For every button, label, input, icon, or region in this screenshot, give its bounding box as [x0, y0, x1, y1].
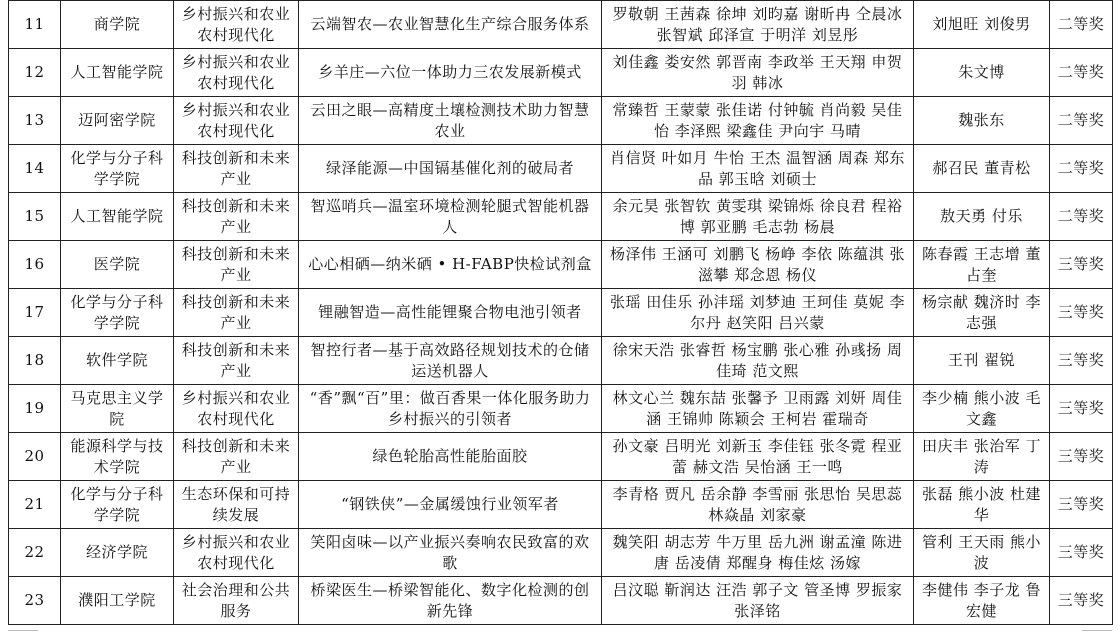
table-row — [9, 241, 1113, 289]
college-cell: 商学院 — [61, 1, 174, 49]
project-name-cell: 智控行者—基于高效路径规划技术的仓储运送机器人 — [299, 337, 602, 385]
row-number: 15 — [9, 193, 61, 241]
project-name-cell: 智巡哨兵—温室环境检测轮腿式智能机器人 — [299, 193, 602, 241]
category-cell: 乡村振兴和农业农村现代化 — [174, 97, 299, 145]
award-level-cell: 三等奖 — [1050, 433, 1113, 481]
award-level-cell: 三等奖 — [1050, 577, 1113, 625]
page-edge-mark — [1082, 630, 1112, 631]
advisors-cell: 田庆丰 张治军 丁涛 — [914, 433, 1050, 481]
team-members-cell: 魏笑阳 胡志芳 牛万里 岳九洲 谢孟潼 陈进唐 岳凌倩 郑醒身 梅佳炫 汤嫁 — [602, 529, 914, 577]
college-cell: 马克思主义学院 — [61, 385, 174, 433]
row-number: 23 — [9, 577, 61, 625]
awards-table — [8, 0, 1113, 625]
award-level-cell: 二等奖 — [1050, 1, 1113, 49]
table-row — [9, 481, 1113, 529]
college-cell: 人工智能学院 — [61, 49, 174, 97]
project-name-cell: 心心相硒—纳米硒 • H-FABP快检试剂盒 — [299, 241, 602, 289]
advisors-cell: 朱文博 — [914, 49, 1050, 97]
award-level-cell: 二等奖 — [1050, 49, 1113, 97]
project-name-cell: 桥梁医生—桥梁智能化、数字化检测的创新先锋 — [299, 577, 602, 625]
row-number: 13 — [9, 97, 61, 145]
row-number: 17 — [9, 289, 61, 337]
college-cell: 化学与分子科学学院 — [61, 289, 174, 337]
table-row — [9, 49, 1113, 97]
team-members-cell: 肖信贤 叶如月 牛怡 王杰 温智涵 周森 郑东品 郭玉晗 刘硕士 — [602, 145, 914, 193]
team-members-cell: 吕汶聪 靳润达 汪浩 郭子文 管圣博 罗振家 张泽铭 — [602, 577, 914, 625]
advisors-cell: 杨宗献 魏济时 李志强 — [914, 289, 1050, 337]
row-number: 21 — [9, 481, 61, 529]
table-row — [9, 433, 1113, 481]
project-name-cell: 笑阳卤味—以产业振兴奏响农民致富的欢歌 — [299, 529, 602, 577]
project-name-cell: 云田之眼—高精度土壤检测技术助力智慧农业 — [299, 97, 602, 145]
advisors-cell: 陈春霞 王志增 董占奎 — [914, 241, 1050, 289]
team-members-cell: 林文心兰 魏东喆 张馨予 卫雨露 刘妍 周佳涵 王锦帅 陈颖会 王柯岩 霍瑞奇 — [602, 385, 914, 433]
category-cell: 科技创新和未来产业 — [174, 241, 299, 289]
page-edge-mark — [8, 630, 38, 631]
advisors-cell: 张磊 熊小波 杜建华 — [914, 481, 1050, 529]
team-members-cell: 杨泽伟 王涵可 刘鹏飞 杨峥 李依 陈蕴淇 张滋攀 郑念恩 杨仪 — [602, 241, 914, 289]
category-cell: 科技创新和未来产业 — [174, 193, 299, 241]
team-members-cell: 李青格 贾凡 岳余静 李雪丽 张思怡 吴思蕊 林焱晶 刘家豪 — [602, 481, 914, 529]
award-level-cell: 三等奖 — [1050, 241, 1113, 289]
team-members-cell: 罗敬朝 王茜森 徐坤 刘昀嘉 谢昕冉 仝晨冰 张智斌 邱泽宣 于明洋 刘昱彤 — [602, 1, 914, 49]
project-name-cell: “钢铁侠”—金属缓蚀行业领军者 — [299, 481, 602, 529]
project-name-cell: 绿泽能源—中国镉基催化剂的破局者 — [299, 145, 602, 193]
team-members-cell: 常臻哲 王蒙蒙 张佳诺 付钟毓 肖尚毅 吴佳怡 李泽熙 梁鑫佳 尹向宇 马晴 — [602, 97, 914, 145]
row-number: 11 — [9, 1, 61, 49]
award-level-cell: 三等奖 — [1050, 385, 1113, 433]
award-level-cell: 三等奖 — [1050, 529, 1113, 577]
category-cell: 乡村振兴和农业农村现代化 — [174, 385, 299, 433]
row-number: 22 — [9, 529, 61, 577]
award-level-cell: 二等奖 — [1050, 97, 1113, 145]
team-members-cell: 余元昊 张智钦 黄雯琪 梁锦烁 徐良君 程裕博 郭亚鹏 毛志勃 杨晨 — [602, 193, 914, 241]
row-number: 19 — [9, 385, 61, 433]
table-row — [9, 1, 1113, 49]
category-cell: 科技创新和未来产业 — [174, 145, 299, 193]
award-level-cell: 三等奖 — [1050, 289, 1113, 337]
table-row — [9, 577, 1113, 625]
row-number: 20 — [9, 433, 61, 481]
advisors-cell: 管利 王天雨 熊小波 — [914, 529, 1050, 577]
advisors-cell: 王刊 翟锐 — [914, 337, 1050, 385]
team-members-cell: 刘佳鑫 娄安然 郭晋南 李政举 王天翔 申贺羽 韩冰 — [602, 49, 914, 97]
category-cell: 生态环保和可持续发展 — [174, 481, 299, 529]
college-cell: 化学与分子科学学院 — [61, 481, 174, 529]
advisors-cell: 刘旭旺 刘俊男 — [914, 1, 1050, 49]
category-cell: 科技创新和未来产业 — [174, 337, 299, 385]
college-cell: 医学院 — [61, 241, 174, 289]
team-members-cell: 徐宋天浩 张睿哲 杨宝鹏 张心雅 孙彧扬 周佳琦 范文熙 — [602, 337, 914, 385]
project-name-cell: 乡羊庄—六位一体助力三农发展新模式 — [299, 49, 602, 97]
advisors-cell: 郝召民 董青松 — [914, 145, 1050, 193]
table-row — [9, 145, 1113, 193]
advisors-cell: 李健伟 李子龙 鲁宏健 — [914, 577, 1050, 625]
table-row — [9, 529, 1113, 577]
row-number: 12 — [9, 49, 61, 97]
team-members-cell: 孙文豪 吕明光 刘新玉 李佳钰 张冬霓 程亚蕾 赫文浩 吴怡涵 王一鸣 — [602, 433, 914, 481]
table-row — [9, 337, 1113, 385]
advisors-cell: 敖天勇 付乐 — [914, 193, 1050, 241]
advisors-cell: 魏张东 — [914, 97, 1050, 145]
team-members-cell: 张瑶 田佳乐 孙沣瑶 刘梦迪 王珂佳 莫妮 李尔丹 赵笑阳 吕兴蒙 — [602, 289, 914, 337]
category-cell: 乡村振兴和农业农村现代化 — [174, 1, 299, 49]
college-cell: 能源科学与技术学院 — [61, 433, 174, 481]
table-row — [9, 97, 1113, 145]
project-name-cell: 云端智农—农业智慧化生产综合服务体系 — [299, 1, 602, 49]
table-row — [9, 193, 1113, 241]
row-number: 14 — [9, 145, 61, 193]
award-level-cell: 三等奖 — [1050, 481, 1113, 529]
category-cell: 科技创新和未来产业 — [174, 289, 299, 337]
college-cell: 迈阿密学院 — [61, 97, 174, 145]
row-number: 18 — [9, 337, 61, 385]
row-number: 16 — [9, 241, 61, 289]
award-level-cell: 二等奖 — [1050, 145, 1113, 193]
college-cell: 化学与分子科学学院 — [61, 145, 174, 193]
table-row — [9, 385, 1113, 433]
category-cell: 科技创新和未来产业 — [174, 433, 299, 481]
college-cell: 软件学院 — [61, 337, 174, 385]
college-cell: 濮阳工学院 — [61, 577, 174, 625]
table-body — [9, 1, 1113, 625]
advisors-cell: 李少楠 熊小波 毛文鑫 — [914, 385, 1050, 433]
project-name-cell: 绿色轮胎高性能胎面胶 — [299, 433, 602, 481]
project-name-cell: “香”飘“百”里：做百香果一体化服务助力乡村振兴的引领者 — [299, 385, 602, 433]
project-name-cell: 锂融智造—高性能锂聚合物电池引领者 — [299, 289, 602, 337]
table-row — [9, 289, 1113, 337]
category-cell: 社会治理和公共服务 — [174, 577, 299, 625]
college-cell: 经济学院 — [61, 529, 174, 577]
award-level-cell: 二等奖 — [1050, 193, 1113, 241]
category-cell: 乡村振兴和农业农村现代化 — [174, 529, 299, 577]
award-level-cell: 三等奖 — [1050, 337, 1113, 385]
category-cell: 乡村振兴和农业农村现代化 — [174, 49, 299, 97]
college-cell: 人工智能学院 — [61, 193, 174, 241]
